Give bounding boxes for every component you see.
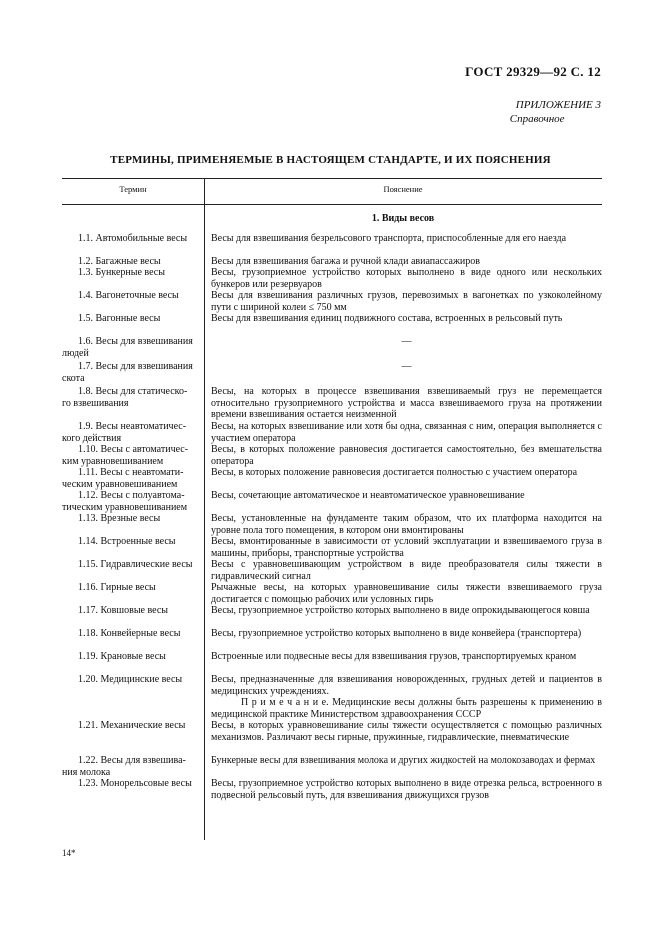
column-header-term: Термин <box>119 184 147 194</box>
term-text: 1.22. Весы для взвешива- <box>78 755 186 766</box>
term-cell <box>62 290 204 313</box>
explanation-cell: Весы, установленные на фундаменте таким образом, что их платформа находится на уровне пола того помещения, в котором они вмонтированы <box>211 513 602 536</box>
term-cell <box>62 313 204 336</box>
table-row <box>62 233 602 256</box>
table-row <box>62 755 602 778</box>
term-text: ким уравновешиванием <box>62 455 164 467</box>
explanation-cell: Рычажные весы, на которых уравновешивание силы тяжести взвешиваемого груза достигается с помощью рабочих или условных гирь <box>211 582 602 605</box>
table-row <box>62 720 602 755</box>
term-cell <box>62 256 204 267</box>
explanation-cell: Весы, грузоприемное устройство которых выполнено в виде одного или нескольких бункеров или резервуаров <box>211 267 602 290</box>
table-row <box>62 290 602 313</box>
term-cell <box>62 267 204 290</box>
page-title: ТЕРМИНЫ, ПРИМЕНЯЕМЫЕ В НАСТОЯЩЕМ СТАНДАРТЕ, И ИХ ПОЯСНЕНИЯ <box>110 154 551 166</box>
term-cell <box>62 490 204 513</box>
term-cell <box>62 386 204 421</box>
term-text: 1.13. Врезные весы <box>78 513 161 524</box>
appendix-title: ПРИЛОЖЕНИЕ 3 <box>515 99 601 111</box>
standard-number: ГОСТ 29329—92 С. 12 <box>465 64 601 79</box>
term-text: 1.2. Багажные весы <box>78 256 161 267</box>
term-text: 1.14. Встроенные весы <box>78 536 176 547</box>
table-row <box>62 559 602 582</box>
table-row <box>62 256 602 267</box>
explanation-cell: Весы с уравновешивающим устройством в виде преобразователя силы тяжести в гидравлический сигнал <box>211 559 602 582</box>
term-text: скота <box>62 372 85 384</box>
explanation-cell: Весы для взвешивания багажа и ручной клади авиапассажиров <box>211 256 480 267</box>
explanation-cell: Весы, в которых положение равновесия достигается полностью с участием оператора <box>211 467 578 478</box>
table-row <box>62 336 602 361</box>
table-row <box>62 444 602 467</box>
explanation-cell: Весы, вмонтированные в зависимости от условий эксплуатации и взвешиваемого груза в машины, приборы, транспортные устройства <box>211 536 602 559</box>
explanation-cell: Весы, в которых уравновешивание силы тяжести осуществляется с помощью различных механизмов. Различают весы гирные, пружинные, гидравлические, пневматические <box>211 720 602 743</box>
term-text: тическим уравновешиванием <box>62 501 188 513</box>
term-text: 1.8. Весы для статическо- <box>78 386 188 397</box>
term-cell <box>62 674 204 697</box>
term-text: 1.21. Механические весы <box>78 720 186 731</box>
term-cell <box>62 697 204 720</box>
explanation-cell: Весы для взвешивания единиц подвижного состава, встроенных в рельсовый путь <box>211 313 563 324</box>
table-row <box>62 421 602 444</box>
term-text: 1.17. Ковшовые весы <box>78 605 168 616</box>
term-cell <box>62 605 204 628</box>
term-cell <box>62 536 204 559</box>
term-text: 1.6. Весы для взвешивания <box>78 336 193 347</box>
terms-table <box>62 233 602 801</box>
term-text: ческим уравновешиванием <box>62 478 178 490</box>
section-heading: 1. Виды весов <box>371 213 435 224</box>
explanation-cell: Весы, на которых в процессе взвешивания взвешиваемый груз не перемещается относительно грузоприемного устройства и масса взвешиваемого груза на протяжении времени взвешивания остается неизменной <box>211 386 602 420</box>
table-row <box>62 536 602 559</box>
term-text: 1.7. Весы для взвешивания <box>78 361 193 372</box>
term-text: 1.19. Крановые весы <box>78 651 166 662</box>
table-top-rule <box>62 178 602 179</box>
table-header <box>62 184 602 202</box>
term-text: 1.18. Конвейерные весы <box>78 628 181 639</box>
term-text: 1.10. Весы с автоматичес- <box>78 444 189 455</box>
table-row <box>62 313 602 336</box>
term-cell <box>62 755 204 778</box>
table-row <box>62 582 602 605</box>
table-row <box>62 386 602 421</box>
term-text: 1.15. Гидравлические весы <box>78 559 193 570</box>
explanation-cell: Встроенные или подвесные весы для взвешивания грузов, транспортируемых краном <box>211 651 577 662</box>
term-text: 1.1. Автомобильные весы <box>78 233 188 244</box>
table-row <box>62 674 602 697</box>
table-row <box>62 651 602 674</box>
table-row <box>62 513 602 536</box>
appendix-label <box>509 98 601 126</box>
term-text: 1.23. Монорельсовые весы <box>78 778 192 789</box>
term-text: 1.5. Вагонные весы <box>78 313 161 324</box>
column-header-explanation: Пояснение <box>383 184 423 194</box>
table-header-rule <box>62 204 602 205</box>
explanation-cell: Весы, в которых положение равновесия достигается самостоятельно, без вмешательства оператора <box>211 444 602 467</box>
note-text: П р и м е ч а н и е. Медицинские весы должны быть разрешены к применению в медицинской практике Министерством здравоохранения СССР <box>211 697 602 720</box>
table-row <box>62 605 602 628</box>
explanation-cell: Весы, грузоприемное устройство которых выполнено в виде опрокидывающегося ковша <box>211 605 590 616</box>
term-text: кого действия <box>62 432 122 444</box>
table-row <box>62 697 602 720</box>
term-cell <box>62 559 204 582</box>
term-text: 1.12. Весы с полуавтома- <box>78 490 185 501</box>
term-text: го взвешивания <box>62 397 129 409</box>
term-text: 1.9. Весы неавтоматичес- <box>78 421 187 432</box>
table-row <box>62 267 602 290</box>
explanation-cell: Весы, грузоприемное устройство которых выполнено в виде конвейера (транспортера) <box>211 628 582 639</box>
explanation-cell: Весы для взвешивания безрельсового транспорта, приспособленные для его наезда <box>211 233 567 244</box>
explanation-cell: — <box>401 361 412 372</box>
explanation-cell: Весы, предназначенные для взвешивания новорожденных, грудных детей и пациентов в медицинских учреждениях. <box>211 674 602 697</box>
term-cell <box>62 778 204 801</box>
term-cell <box>62 628 204 651</box>
table-row <box>62 628 602 651</box>
explanation-cell: Весы, грузоприемное устройство которых выполнено в виде отрезка рельса, встроенного в подвесной рельсовый путь, для взвешивания движущихся грузов <box>211 778 602 801</box>
term-cell <box>62 467 204 490</box>
term-text: 1.11. Весы с неавтомати- <box>78 467 184 478</box>
term-cell <box>62 233 204 256</box>
term-cell <box>62 651 204 674</box>
explanation-cell: Весы, на которых взвешивание или хотя бы одна, связанная с ним, операция выполняется с участием оператора <box>211 421 602 444</box>
table-row <box>62 778 602 801</box>
term-text: людей <box>62 347 89 359</box>
term-cell <box>62 582 204 605</box>
appendix-reference: Справочное <box>509 113 565 125</box>
explanation-cell: Весы для взвешивания различных грузов, перевозимых в вагонетках по узкоколейному пути с шириной колеи ≤ 750 мм <box>211 290 602 313</box>
term-cell <box>62 444 204 467</box>
term-text: 1.3. Бункерные весы <box>78 267 165 278</box>
term-cell <box>62 421 204 444</box>
explanation-cell: — <box>401 336 412 347</box>
table-row <box>62 467 602 490</box>
term-cell <box>62 336 204 361</box>
term-text: 1.4. Вагонеточные весы <box>78 290 179 301</box>
term-cell <box>62 720 204 755</box>
page-footer: 14* <box>62 848 76 858</box>
table-row <box>62 361 602 386</box>
table-row <box>62 490 602 513</box>
term-text: 1.16. Гирные весы <box>78 582 156 593</box>
term-cell <box>62 361 204 386</box>
term-cell <box>62 513 204 536</box>
term-text: ния молока <box>62 766 111 778</box>
explanation-cell: Весы, сочетающие автоматическое и неавтоматическое уравновешивание <box>211 490 525 501</box>
term-text: 1.20. Медицинские весы <box>78 674 183 685</box>
explanation-cell: Бункерные весы для взвешивания молока и других жидкостей на молокозаводах и фермах <box>211 755 596 766</box>
